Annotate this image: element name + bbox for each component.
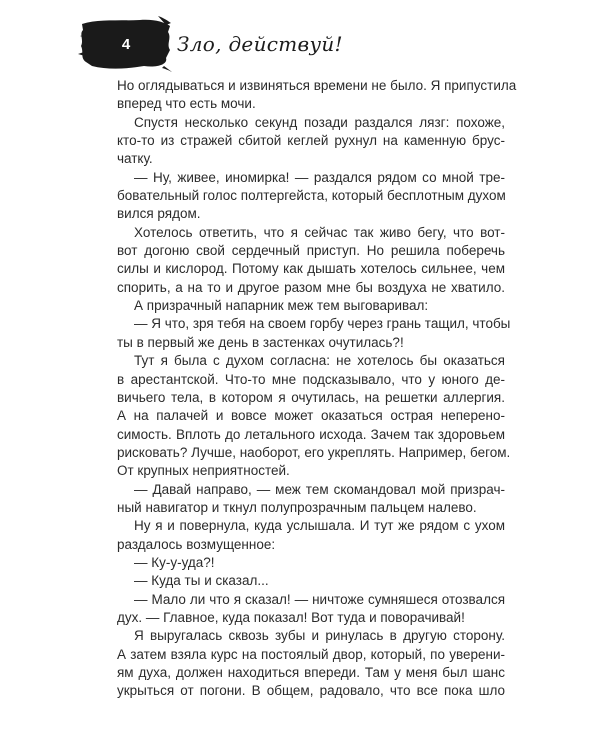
page-header: [78, 14, 498, 74]
text-line: вперед что есть мочи.: [117, 96, 256, 112]
text-body: [117, 77, 517, 701]
text-line: чатку.: [117, 151, 153, 167]
text-line: — Ку-у-уда?!: [134, 554, 215, 570]
text-line: ный навигатор и ткнул полупрозрачным пальцем налево.: [117, 499, 477, 515]
text-line: Тут я была с духом согласна: не хотелось бы оказаться: [134, 353, 505, 369]
text-line: От крупных неприятностей.: [117, 463, 290, 479]
text-line: кто-то из стражей сбитой кеглей рухнул на каменную брус-: [117, 133, 505, 149]
text-line: укрыться от погони. В общем, радовало, что все пока шло: [117, 683, 505, 699]
text-line: Спустя несколько секунд позади раздался лязг: похоже,: [134, 114, 505, 130]
text-line: силы и кислород. Потому как дышать хотелось сильнее, чем: [117, 261, 505, 277]
text-line: бовательный голос полтергейста, который бесплотным духом: [117, 188, 506, 204]
text-line: Я выругалась сквозь зубы и ринулась в другую сторону.: [134, 628, 505, 644]
text-line: ты в первый же день в застенках очутилась?!: [117, 334, 404, 350]
text-line: рисковать? Лучше, наоборот, его укреплять. Например, бегом.: [117, 444, 511, 460]
text-line: вился рядом.: [117, 206, 201, 222]
text-line: ям духа, должен находиться впереди. Там у меня был шанс: [117, 665, 505, 680]
text-line: дух. — Главное, куда показал! Вот туда и поворачивай!: [117, 609, 465, 625]
text-line: вичьего тела, в котором я очутилась, на решетки аллергия.: [117, 389, 505, 405]
text-line: — Я что, зря тебя на своем горбу через грань тащил, чтобы: [134, 316, 511, 332]
text-line: симость. Вплоть до летального исхода. Зачем так здоровьем: [117, 426, 505, 442]
text-line: — Давай направо, — меж тем скомандовал мой призрач-: [134, 481, 505, 497]
text-line: А на палачей и вовсе может оказаться острая неперено-: [117, 408, 505, 424]
text-line: А призрачный напарник меж тем выговаривал:: [134, 298, 429, 314]
text-line: Ну я и повернула, куда услышала. И тут же рядом с ухом: [134, 518, 505, 534]
text-line: — Ну, живее, иномирка! — раздался рядом со мной тре-: [134, 169, 505, 185]
text-line: Но оглядываться и извиняться времени не было. Я припустила: [117, 78, 517, 93]
text-line: спорить, а на то и другое разом мне бы воздуха не хватило.: [117, 279, 505, 295]
text-line: А затем взяла курс на постоялый двор, который, по уверени-: [117, 646, 505, 662]
text-line: вот догоню свой сердечный приступ. Но решила поберечь: [117, 243, 505, 259]
text-line: Хотелось ответить, что я сейчас так живо бегу, что вот-: [134, 224, 505, 240]
text-line: раздалось возмущенное:: [117, 536, 276, 552]
text-line: — Куда ты и сказал...: [134, 573, 269, 589]
text-line: в арестантской. Что-то мне подсказывало, что у юного де-: [117, 371, 505, 387]
running-title: Зло, действуй!: [177, 32, 343, 56]
page-number: 4: [121, 36, 131, 53]
text-line: — Мало ли что я сказал! — ничтоже сумняшеся отозвался: [134, 591, 505, 607]
